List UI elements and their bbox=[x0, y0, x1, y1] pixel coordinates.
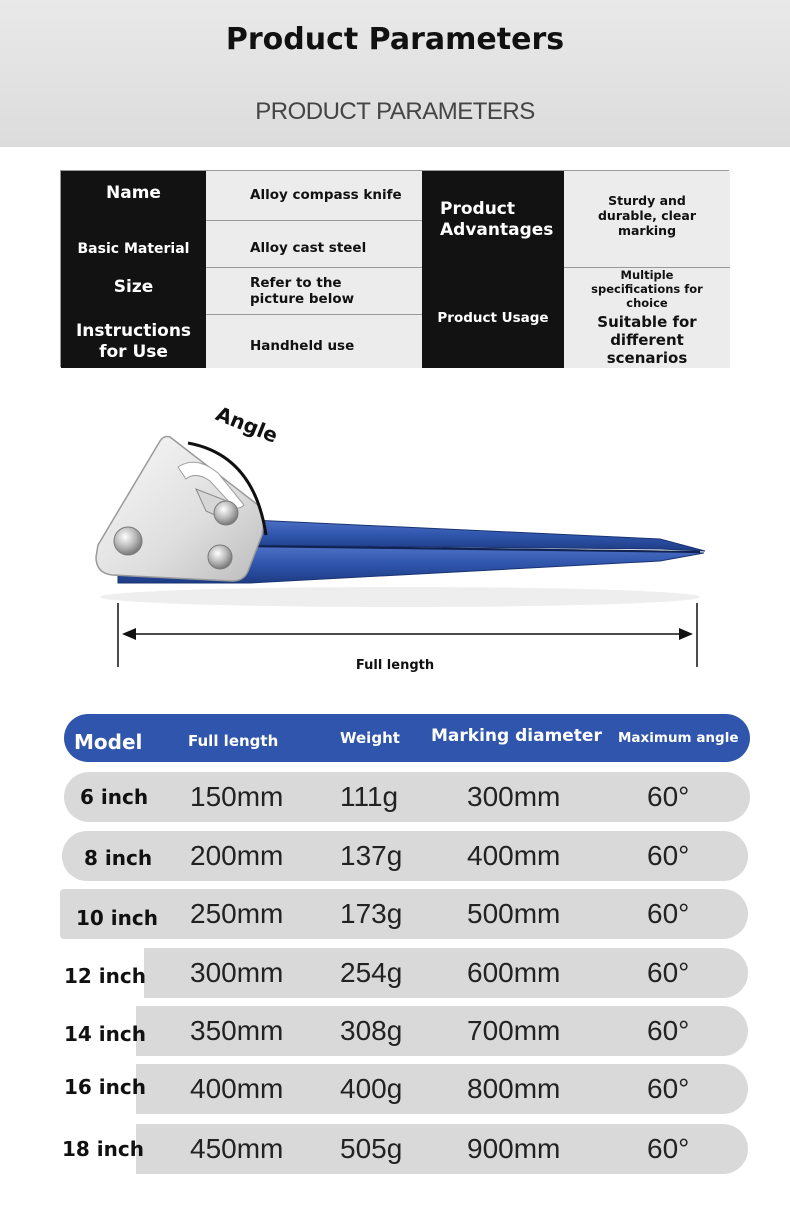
compass-knife-illustration bbox=[0, 385, 790, 705]
spec-material-value: Alloy cast steel bbox=[206, 221, 422, 268]
row-angle: 60° bbox=[647, 898, 690, 929]
row-full-length: 200mm bbox=[190, 840, 284, 871]
row-model: 12 inch bbox=[64, 964, 146, 988]
spec-name-value: Alloy compass knife bbox=[206, 171, 422, 221]
screw-head bbox=[214, 501, 238, 525]
rivet-right bbox=[208, 545, 232, 569]
row-weight: 254g bbox=[340, 957, 403, 988]
hinge-plate bbox=[96, 437, 263, 582]
row-weight: 400g bbox=[340, 1073, 403, 1104]
spec-size-label: Size bbox=[61, 268, 206, 315]
parameter-table-header bbox=[64, 714, 750, 762]
header-model: Model bbox=[74, 730, 143, 754]
row-model: 18 inch bbox=[62, 1137, 144, 1161]
row-full-length: 450mm bbox=[190, 1133, 284, 1164]
row-background bbox=[60, 889, 748, 939]
row-full-length: 150mm bbox=[190, 781, 284, 812]
full-length-label: Full length bbox=[355, 658, 435, 673]
spec-usage-value bbox=[564, 268, 730, 368]
row-weight: 111g bbox=[340, 781, 399, 812]
row-model: 10 inch bbox=[76, 906, 158, 930]
header-marking-diameter: Marking diameter bbox=[431, 726, 602, 746]
row-weight: 308g bbox=[340, 1015, 403, 1046]
spec-advantages-value: Sturdy and durable, clear marking bbox=[564, 171, 730, 268]
table-row bbox=[60, 889, 750, 939]
row-full-length: 250mm bbox=[190, 898, 284, 929]
spec-name-label: Name bbox=[61, 171, 206, 221]
rivet-left bbox=[114, 527, 142, 555]
spec-material-label: Basic Material bbox=[61, 221, 206, 268]
row-angle: 60° bbox=[647, 957, 690, 988]
spec-usage-label: Product Usage bbox=[422, 268, 564, 368]
row-weight: 505g bbox=[340, 1133, 403, 1164]
row-angle: 60° bbox=[647, 781, 690, 812]
dimension-arrow-left bbox=[122, 628, 136, 640]
row-model: 14 inch bbox=[64, 1022, 146, 1046]
row-weight: 173g bbox=[340, 898, 403, 929]
row-background bbox=[62, 831, 748, 881]
table-row bbox=[60, 1064, 750, 1114]
row-model: 16 inch bbox=[64, 1075, 146, 1099]
angle-label: Angle bbox=[212, 401, 282, 448]
row-diameter: 900mm bbox=[467, 1133, 561, 1164]
table-row bbox=[60, 831, 750, 881]
header-maximum-angle: Maximum angle bbox=[618, 730, 739, 746]
table-row bbox=[60, 1124, 750, 1174]
row-angle: 60° bbox=[647, 1073, 690, 1104]
row-model: 6 inch bbox=[80, 785, 149, 809]
spec-instructions-label: Instructions for Use bbox=[61, 315, 206, 368]
row-full-length: 350mm bbox=[190, 1015, 284, 1046]
row-diameter: 800mm bbox=[467, 1073, 561, 1104]
row-diameter: 400mm bbox=[467, 840, 561, 871]
spec-table bbox=[60, 170, 729, 367]
usage-value-line2: Suitable for different scenarios bbox=[597, 312, 697, 367]
row-angle: 60° bbox=[647, 1133, 690, 1164]
page-title: Product Parameters bbox=[225, 22, 565, 57]
dimension-arrow-right bbox=[679, 628, 693, 640]
row-weight: 137g bbox=[340, 840, 403, 871]
row-full-length: 300mm bbox=[190, 957, 284, 988]
spec-instructions-value: Handheld use bbox=[206, 315, 422, 368]
header-weight: Weight bbox=[340, 729, 400, 747]
row-diameter: 600mm bbox=[467, 957, 561, 988]
table-row bbox=[60, 1006, 750, 1056]
row-model: 8 inch bbox=[84, 846, 153, 870]
row-diameter: 500mm bbox=[467, 898, 561, 929]
table-row bbox=[60, 772, 750, 822]
page-subtitle: PRODUCT PARAMETERS bbox=[255, 98, 535, 125]
spec-advantages-label: Product Advantages bbox=[422, 171, 564, 268]
row-diameter: 700mm bbox=[467, 1015, 561, 1046]
header-band bbox=[0, 0, 790, 147]
row-angle: 60° bbox=[647, 840, 690, 871]
table-row bbox=[60, 948, 750, 998]
shadow bbox=[100, 587, 700, 607]
header-full-length: Full length bbox=[188, 732, 279, 750]
spec-size-value: Refer to the picture below bbox=[206, 268, 422, 315]
row-angle: 60° bbox=[647, 1015, 690, 1046]
usage-value-line1: Multiple specifications for choice bbox=[591, 268, 703, 310]
row-full-length: 400mm bbox=[190, 1073, 284, 1104]
row-diameter: 300mm bbox=[467, 781, 561, 812]
